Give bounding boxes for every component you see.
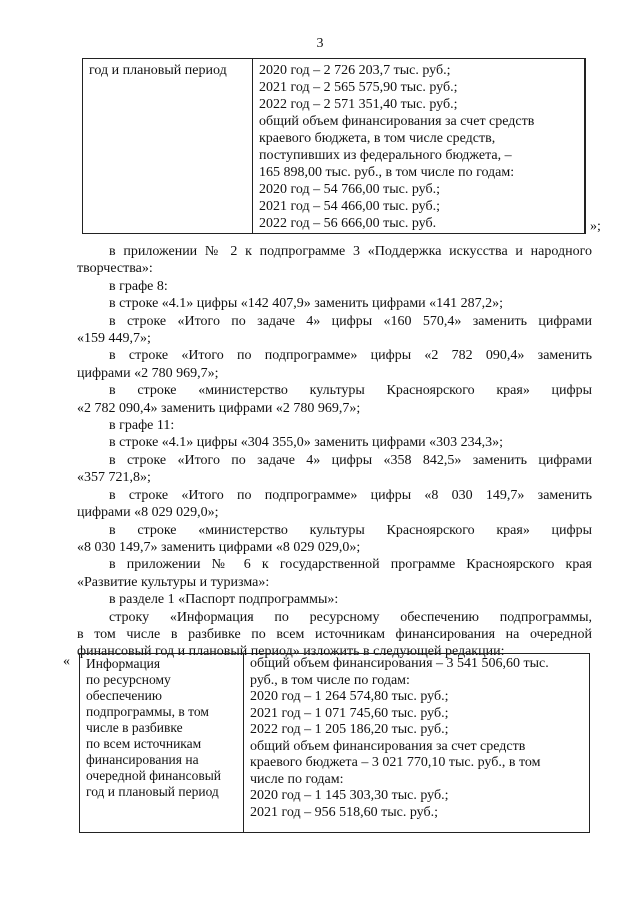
- table2-label-line: очередной финансовый: [86, 768, 222, 783]
- table2-label-line: финансирования на: [86, 752, 199, 767]
- table1-value-line: краевого бюджета, в том числе средств,: [259, 131, 496, 146]
- table2-label-line: по ресурсному: [86, 672, 171, 687]
- table2-value-line: 2021 год – 956 518,60 тыс. руб.;: [250, 804, 438, 820]
- paragraph-line: творчества»:: [77, 261, 153, 277]
- table2-label-line: числе в разбивке: [86, 720, 183, 735]
- paragraph-line: в строке «Итого по подпрограмме» цифры «2 782 090,4» заменить: [109, 348, 592, 364]
- paragraph-line: в том числе в разбивке по всем источникам финансирования на очередной: [77, 626, 592, 642]
- table2-label-line: Информация: [86, 656, 161, 671]
- table2-value-line: числе по годам:: [250, 771, 344, 787]
- table2-value-line: 2020 год – 1 145 303,30 тыс. руб.;: [250, 788, 449, 803]
- table1-value-line: общий объем финансирования за счет средств: [259, 114, 535, 129]
- opening-quote: «: [63, 654, 70, 669]
- table2-value-line: общий объем финансирования за счет средств: [250, 738, 526, 754]
- table1-value-line: поступивших из федерального бюджета, –: [259, 148, 512, 163]
- paragraph-line: в приложении № 2 к подпрограмме 3 «Поддержка искусства и народного: [109, 244, 592, 259]
- financing-table-top: [82, 58, 586, 234]
- paragraph-line: «8 030 149,7» заменить цифрами «8 029 029,0»;: [77, 539, 361, 555]
- paragraph-line: в строке «Итого по подпрограмме» цифры «8 030 149,7» заменить: [109, 487, 592, 503]
- table2-value-line: 2022 год – 1 205 186,20 тыс. руб.;: [250, 722, 449, 737]
- table2-value-line: 2021 год – 1 071 745,60 тыс. руб.;: [250, 705, 449, 721]
- table1-value-cell: [253, 59, 584, 235]
- table2-value-line: 2020 год – 1 264 574,80 тыс. руб.;: [250, 689, 449, 704]
- closing-quote: »;: [590, 219, 601, 234]
- paragraph-line: в приложении № 6 к государственной программе Красноярского края: [109, 557, 592, 573]
- table2-label-line: подпрограммы, в том: [86, 704, 209, 719]
- page-number: 3: [316, 36, 324, 51]
- paragraph-line: «Развитие культуры и туризма»:: [77, 574, 270, 590]
- table1-value-line: 2021 год – 2 565 575,90 тыс. руб.;: [259, 80, 458, 95]
- table2-label-cell: [80, 654, 244, 832]
- paragraph-line: цифрами «8 029 029,0»;: [77, 505, 219, 521]
- table1-value-line: 2020 год – 54 766,00 тыс. руб.;: [259, 182, 440, 197]
- paragraph-line: «2 782 090,4» заменить цифрами «2 780 969,7»;: [77, 400, 361, 416]
- table1-value-line: 2020 год – 2 726 203,7 тыс. руб.;: [259, 63, 451, 78]
- paragraph-line: «159 449,7»;: [77, 331, 151, 347]
- financing-table-passport: [79, 653, 590, 833]
- table2-value-line: краевого бюджета – 3 021 770,10 тыс. руб., в том: [250, 755, 541, 770]
- paragraph-line: «357 721,8»;: [77, 470, 151, 486]
- paragraph-line: в строке «министерство культуры Красноярского края» цифры: [109, 522, 592, 538]
- paragraph-line: строку «Информация по ресурсному обеспечению подпрограммы,: [109, 609, 592, 625]
- paragraph-line: в графе 11:: [109, 418, 175, 434]
- table2-label-line: обеспечению: [86, 688, 162, 703]
- paragraph-line: в строке «4.1» цифры «142 407,9» заменить цифрами «141 287,2»;: [109, 296, 504, 312]
- table2-value-line: руб., в том числе по годам:: [250, 672, 410, 688]
- table1-label-cell: год и плановый период: [83, 59, 253, 233]
- paragraph-line: в строке «Итого по задаче 4» цифры «358 842,5» заменить цифрами: [109, 452, 592, 468]
- table2-label-line: по всем источникам: [86, 736, 202, 751]
- paragraph-line: в строке «министерство культуры Красноярского края» цифры: [109, 383, 592, 399]
- paragraph-line: цифрами «2 780 969,7»;: [77, 365, 219, 381]
- paragraph-line: в разделе 1 «Паспорт подпрограммы»:: [109, 592, 339, 608]
- table1-value-line: 165 898,00 тыс. руб., в том числе по годам:: [259, 165, 515, 180]
- paragraph-line: финансовый год и плановый период» изложить в следующей редакции:: [77, 644, 505, 660]
- paragraph-line: в строке «4.1» цифры «304 355,0» заменить цифрами «303 234,3»;: [109, 435, 504, 451]
- table1-value-line: 2021 год – 54 466,00 тыс. руб.;: [259, 199, 440, 214]
- paragraph-line: в строке «Итого по задаче 4» цифры «160 570,4» заменить цифрами: [109, 313, 592, 329]
- paragraph-line: в графе 8:: [109, 278, 168, 294]
- table2-value-cell: [244, 654, 589, 823]
- table2-value-line: общий объем финансирования – 3 541 506,60 тыс.: [250, 656, 549, 671]
- table1-value-line: 2022 год – 2 571 351,40 тыс. руб.;: [259, 97, 458, 112]
- amendment-text: [77, 243, 592, 661]
- table1-value-line: 2022 год – 56 666,00 тыс. руб.: [259, 216, 437, 231]
- table2-label-line: год и плановый период: [86, 784, 219, 799]
